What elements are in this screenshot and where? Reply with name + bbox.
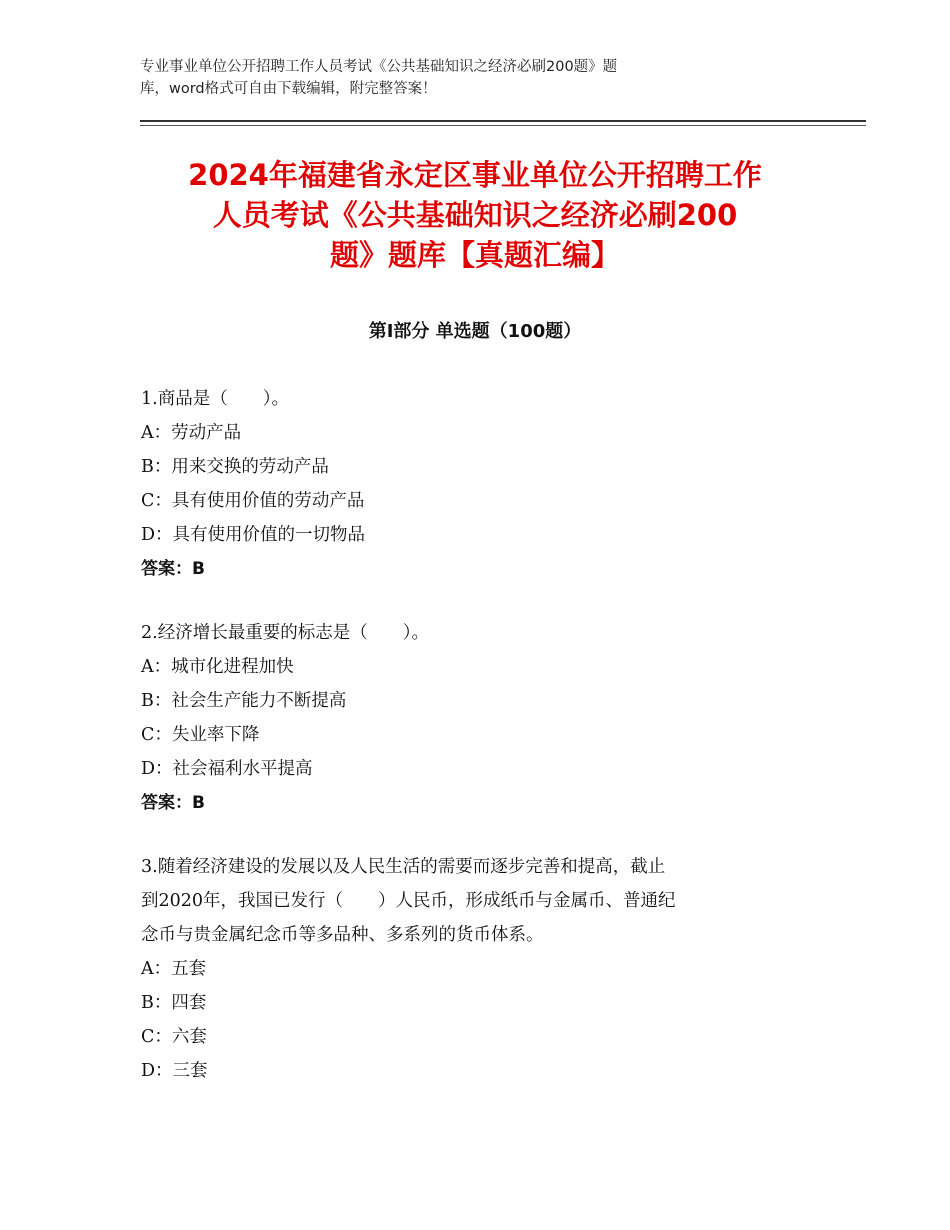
- question-stem-line-1: 3.随着经济建设的发展以及人民生活的需要而逐步完善和提高，截止: [141, 857, 666, 877]
- header-divider-thin: [140, 125, 866, 126]
- option-b: B：社会生产能力不断提高: [141, 691, 347, 711]
- question-stem-line-2: 到2020年，我国已发行（ ）人民币，形成纸币与金属币、普通纪: [141, 891, 676, 911]
- option-b: B：四套: [141, 993, 207, 1013]
- option-a: A：五套: [141, 959, 207, 979]
- title-line-3: 题》题库【真题汇编】: [329, 238, 620, 272]
- question-1: [141, 382, 831, 586]
- title-line-2: 人员考试《公共基础知识之经济必刷200: [212, 198, 738, 232]
- option-c: C：具有使用价值的劳动产品: [141, 491, 365, 511]
- option-c: C：六套: [141, 1027, 207, 1047]
- option-b: B：用来交换的劳动产品: [141, 457, 329, 477]
- section-title: 第Ⅰ部分 单选题（100题）: [368, 321, 582, 342]
- option-c: C：失业率下降: [141, 725, 260, 745]
- document-title: [120, 155, 830, 275]
- header-divider-thick: [140, 120, 866, 122]
- option-d: D：社会福利水平提高: [141, 759, 313, 779]
- question-2: [141, 616, 831, 820]
- header-note: [140, 56, 780, 100]
- question-stem-line-3: 念币与贵金属纪念币等多品种、多系列的货币体系。: [141, 925, 544, 945]
- question-stem: 1.商品是（ ）。: [141, 389, 289, 409]
- answer: 答案：B: [141, 793, 205, 813]
- option-d: D：三套: [141, 1061, 208, 1081]
- title-line-1: 2024年福建省永定区事业单位公开招聘工作: [188, 158, 762, 192]
- header-note-line-2: 库，word格式可自由下载编辑，附完整答案！: [140, 81, 437, 97]
- option-a: A：城市化进程加快: [141, 657, 294, 677]
- option-d: D：具有使用价值的一切物品: [141, 525, 366, 545]
- question-list: [141, 382, 831, 1118]
- answer: 答案：B: [141, 559, 205, 579]
- option-a: A：劳动产品: [141, 423, 242, 443]
- header-note-line-1: 专业事业单位公开招聘工作人员考试《公共基础知识之经济必刷200题》题: [140, 59, 618, 75]
- question-stem: 2.经济增长最重要的标志是（ ）。: [141, 623, 429, 643]
- question-3: [141, 850, 831, 1088]
